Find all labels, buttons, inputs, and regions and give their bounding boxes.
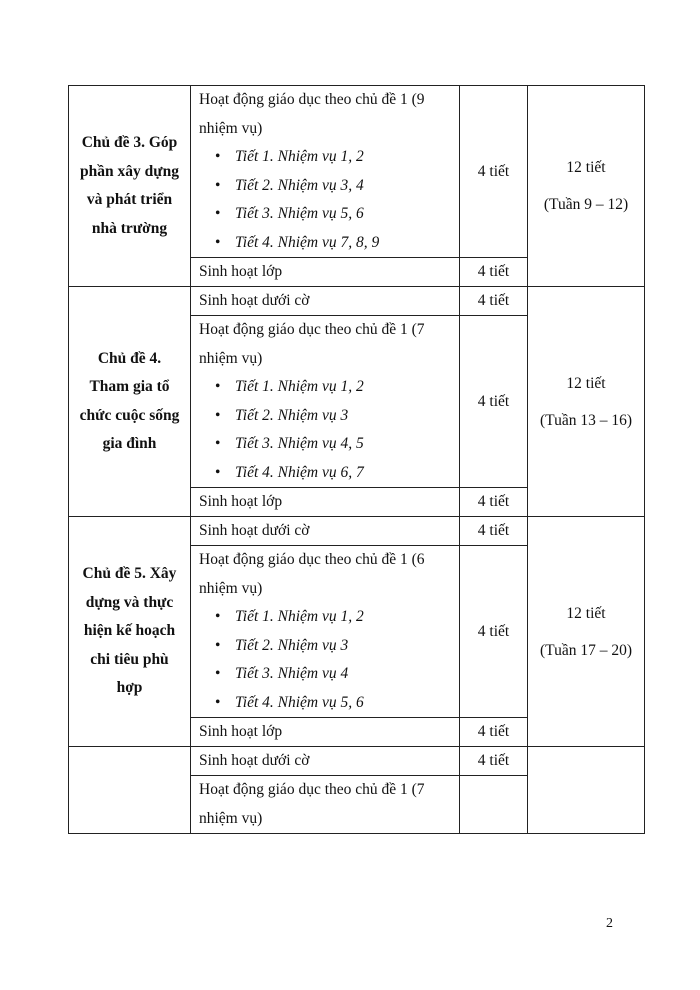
flag-activity-duration: 4 tiết (460, 287, 528, 316)
table-row (69, 517, 645, 546)
lesson-list (199, 143, 451, 257)
topic-title-cell: Chủ đề 5. Xây dựng và thực hiện kế hoạch chi tiêu phù hợp (69, 517, 191, 747)
class-activity-duration: 4 tiết (460, 488, 528, 517)
lesson-list (199, 603, 451, 717)
topic-weeks: (Tuần 13 – 16) (539, 411, 632, 429)
main-activity-label: Hoạt động giáo dục theo chủ đề 1 (7 nhiệm vụ) (199, 781, 425, 827)
topic-title-cell (69, 747, 191, 834)
flag-activity-duration: 4 tiết (460, 747, 528, 776)
main-activity-label: Hoạt động giáo dục theo chủ đề 1 (9 nhiệm vụ) (199, 91, 425, 137)
main-activity-duration: 4 tiết (460, 546, 528, 718)
main-activity-cell (191, 546, 460, 718)
main-activity-duration (460, 776, 528, 834)
lesson-item: • Tiết 4. Nhiệm vụ 5, 6 (235, 689, 451, 718)
lesson-item: • Tiết 2. Nhiệm vụ 3 (235, 402, 451, 431)
lesson-list (199, 373, 451, 487)
lesson-item: • Tiết 4. Nhiệm vụ 7, 8, 9 (235, 229, 451, 258)
topic-title-cell: Chủ đề 3. Góp phần xây dựng và phát triển nhà trường (69, 86, 191, 287)
class-activity-duration: 4 tiết (460, 718, 528, 747)
table-row (69, 86, 645, 258)
topic-total-periods: 12 tiết (566, 159, 606, 176)
topic-weeks: (Tuần 9 – 12) (543, 196, 629, 213)
lesson-item: • Tiết 3. Nhiệm vụ 5, 6 (235, 200, 451, 229)
class-activity-duration: 4 tiết (460, 258, 528, 287)
topic-total-periods: 12 tiết (566, 374, 606, 392)
topic-total-cell (528, 747, 645, 834)
lesson-item: • Tiết 1. Nhiệm vụ 1, 2 (235, 373, 451, 402)
class-activity-label: Sinh hoạt lớp (191, 258, 460, 287)
topic-title-cell: Chủ đề 4. Tham gia tổ chức cuộc sống gia đình (69, 287, 191, 517)
lesson-item: • Tiết 3. Nhiệm vụ 4 (235, 660, 451, 689)
main-activity-duration: 4 tiết (460, 86, 528, 258)
topic-total-cell (528, 86, 645, 287)
lesson-item: • Tiết 2. Nhiệm vụ 3 (235, 632, 451, 661)
flag-activity-label: Sinh hoạt dưới cờ (191, 287, 460, 316)
page-number: 2 (606, 916, 613, 931)
lesson-item: • Tiết 4. Nhiệm vụ 6, 7 (235, 459, 451, 488)
main-activity-label: Hoạt động giáo dục theo chủ đề 1 (6 nhiệm vụ) (199, 551, 425, 597)
lesson-item: • Tiết 1. Nhiệm vụ 1, 2 (235, 143, 451, 172)
lesson-item: • Tiết 2. Nhiệm vụ 3, 4 (235, 172, 451, 201)
main-activity-label: Hoạt động giáo dục theo chủ đề 1 (7 nhiệm vụ) (199, 321, 425, 367)
table-row (69, 287, 645, 316)
topic-total-periods: 12 tiết (566, 604, 606, 622)
topic-weeks: (Tuần 17 – 20) (539, 641, 632, 659)
flag-activity-duration: 4 tiết (460, 517, 528, 546)
topic-total-cell (528, 287, 645, 517)
flag-activity-label: Sinh hoạt dưới cờ (191, 747, 460, 776)
class-activity-label: Sinh hoạt lớp (191, 488, 460, 517)
topic-total-cell (528, 517, 645, 747)
main-activity-duration: 4 tiết (460, 316, 528, 488)
main-activity-cell (191, 776, 460, 834)
lesson-item: • Tiết 3. Nhiệm vụ 4, 5 (235, 430, 451, 459)
lesson-item: • Tiết 1. Nhiệm vụ 1, 2 (235, 603, 451, 632)
lesson-plan-table (68, 85, 645, 834)
table-row (69, 747, 645, 776)
class-activity-label: Sinh hoạt lớp (191, 718, 460, 747)
main-activity-cell (191, 86, 460, 258)
lesson-plan-body (69, 86, 645, 834)
flag-activity-label: Sinh hoạt dưới cờ (191, 517, 460, 546)
main-activity-cell (191, 316, 460, 488)
